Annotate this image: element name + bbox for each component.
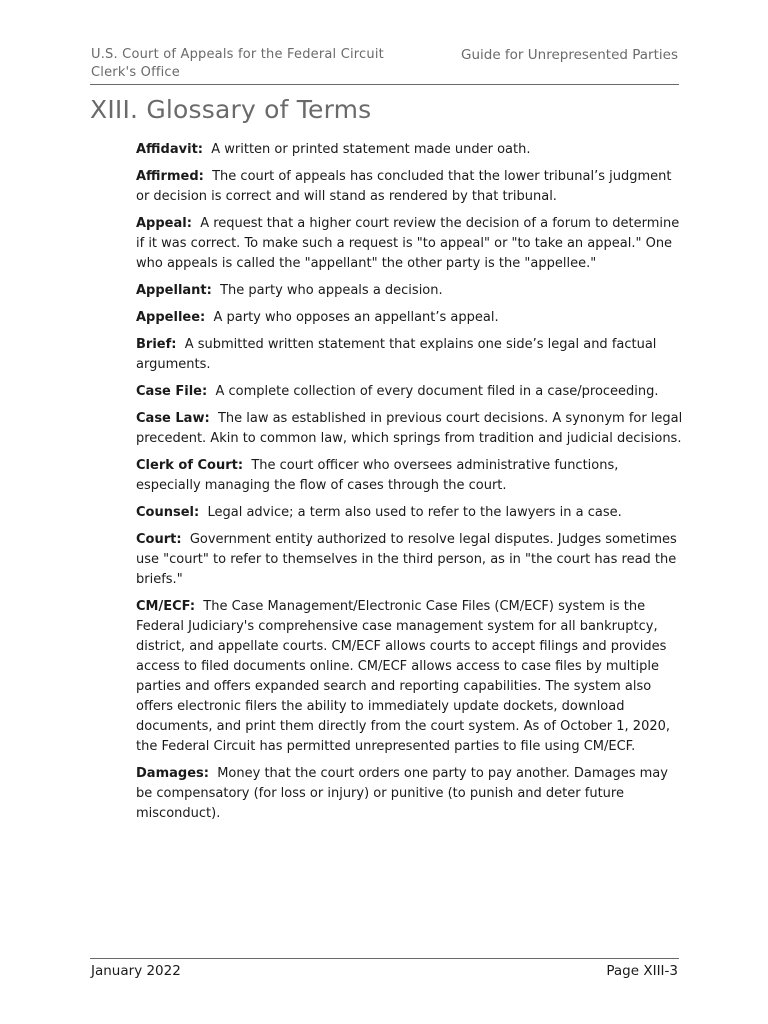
glossary-definition: The party who appeals a decision. [220, 283, 443, 298]
glossary-definition: A request that a higher court review the decision of a forum to determine if it was correct. To make such a request is "to appeal" or "to take an appeal." One who appeals is called the "appellant" the other party is the "appellee." [136, 216, 680, 271]
glossary-definition: Money that the court orders one party to pay another. Damages may be compensatory (for loss or injury) or punitive (to punish and deter future misconduct). [136, 766, 668, 821]
glossary-definition: Legal advice; a term also used to refer to the lawyers in a case. [207, 505, 622, 520]
glossary-entry-counsel [136, 503, 684, 523]
glossary-entry-cm-ecf [136, 597, 684, 757]
page-number: Page XIII-3 [606, 963, 678, 979]
footer-date: January 2022 [91, 963, 181, 979]
glossary-definition: The Case Management/Electronic Case Files (CM/ECF) system is the Federal Judiciary's comprehensive case management system for all bankruptcy, district, and appellate courts. CM/ECF allows courts to accept filings and provides access to filed documents online. CM/ECF allows access to case files by multiple parties and offers expanded search and reporting capabilities. The system also offers electronic filers the ability to immediately update dockets, download documents, and print them directly from the court system. As of October 1, 2020, the Federal Circuit has permitted unrepresented parties to file using CM/ECF. [136, 599, 671, 754]
glossary-entry-case-law [136, 409, 684, 449]
glossary-term: Counsel: [136, 505, 200, 520]
glossary-definition: A written or printed statement made under oath. [211, 142, 531, 157]
glossary-entry-court [136, 530, 684, 590]
glossary-definition: The law as established in previous court decisions. A synonym for legal precedent. Akin to common law, which springs from tradition and judicial decisions. [136, 411, 683, 446]
header-divider [90, 84, 679, 85]
glossary-definition: A complete collection of every document filed in a case/proceeding. [215, 384, 659, 399]
page-title: XIII. Glossary of Terms [90, 95, 372, 124]
glossary-definition: Government entity authorized to resolve legal disputes. Judges sometimes use "court" to refer to themselves in the third person, as in "the court has read the briefs." [136, 532, 677, 587]
glossary-entry-brief [136, 335, 684, 375]
glossary-term: Case File: [136, 384, 208, 399]
glossary-term: Appeal: [136, 216, 192, 231]
glossary-term: CM/ECF: [136, 599, 196, 614]
glossary-term: Affirmed: [136, 169, 204, 184]
glossary-entry-appellant [136, 281, 684, 301]
glossary-entry-clerk-of-court [136, 456, 684, 496]
glossary-term: Brief: [136, 337, 177, 352]
glossary-term: Damages: [136, 766, 209, 781]
glossary-entry-affirmed [136, 167, 684, 207]
glossary-entry-case-file [136, 382, 684, 402]
glossary-entry-damages [136, 764, 684, 824]
footer-divider [90, 958, 679, 959]
glossary-definition: The court of appeals has concluded that the lower tribunal’s judgment or decision is correct and will stand as rendered by that tribunal. [136, 169, 672, 204]
office-name: Clerk's Office [91, 65, 180, 80]
glossary-term: Appellant: [136, 283, 212, 298]
glossary-definition: The court officer who oversees administrative functions, especially managing the flow of cases through the court. [136, 458, 619, 493]
glossary-term: Court: [136, 532, 182, 547]
glossary-term: Clerk of Court: [136, 458, 244, 473]
glossary-definition: A party who opposes an appellant’s appeal. [213, 310, 499, 325]
glossary-list [136, 140, 684, 831]
court-name: U.S. Court of Appeals for the Federal Circuit [91, 47, 384, 62]
glossary-term: Case Law: [136, 411, 210, 426]
glossary-term: Appellee: [136, 310, 206, 325]
running-header-left [91, 46, 384, 82]
glossary-definition: A submitted written statement that explains one side’s legal and factual arguments. [136, 337, 657, 372]
guide-title: Guide for Unrepresented Parties [460, 47, 678, 63]
glossary-entry-appeal [136, 214, 684, 274]
glossary-entry-appellee [136, 308, 684, 328]
glossary-term: Affidavit: [136, 142, 203, 157]
glossary-entry-affidavit [136, 140, 684, 160]
